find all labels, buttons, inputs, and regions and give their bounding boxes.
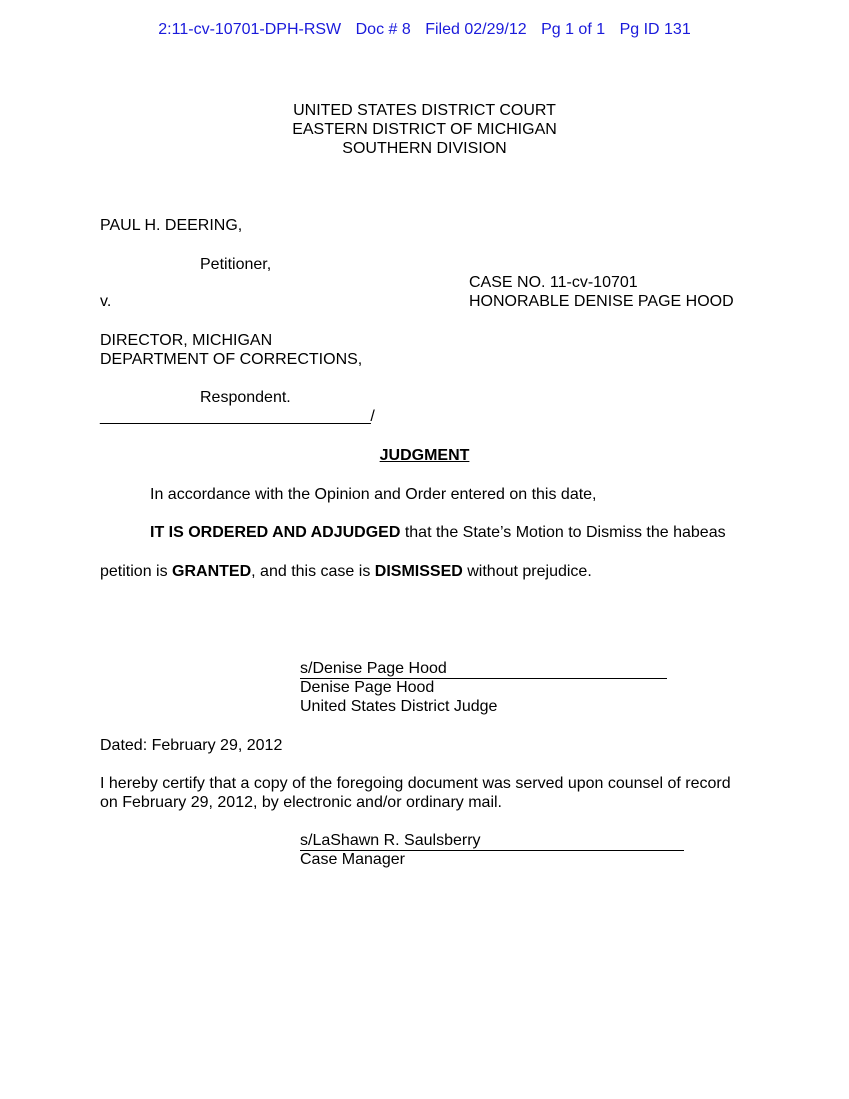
document-title-wrap — [0, 446, 849, 465]
petitioner-role: Petitioner, — [200, 256, 272, 273]
document-title: JUDGMENT — [379, 447, 470, 464]
case-id: 2:11-cv-10701-DPH-RSW — [158, 21, 342, 38]
dismissed-bold: DISMISSED — [374, 563, 463, 580]
page-id: Pg ID 131 — [619, 21, 691, 38]
ordered-rest: that the State’s Motion to Dismiss the habeas — [400, 524, 726, 541]
doc-number: Doc # 8 — [355, 21, 411, 38]
certificate-line1: I hereby certify that a copy of the foregoing document was served upon counsel of record — [100, 775, 731, 792]
case-number: CASE NO. 11-cv-10701 — [469, 274, 638, 291]
dated-line: Dated: February 29, 2012 — [100, 737, 283, 754]
judge-title: United States District Judge — [300, 698, 498, 715]
court-district: EASTERN DISTRICT OF MICHIGAN — [292, 121, 557, 138]
court-division: SOUTHERN DIVISION — [342, 140, 507, 157]
case-manager-signature: s/LaShawn R. Saulsberry — [300, 831, 684, 851]
caption-rule: ________________________________/ — [100, 408, 375, 425]
body-ordered-line — [150, 523, 726, 542]
respondent-line1: DIRECTOR, MICHIGAN — [100, 332, 273, 349]
filed-date: Filed 02/29/12 — [425, 21, 527, 38]
ordered-bold: IT IS ORDERED AND ADJUDGED — [150, 524, 401, 541]
judge-sig-wrap — [300, 659, 667, 679]
disposition-a: petition is — [100, 563, 173, 580]
disposition-c: without prejudice. — [462, 563, 592, 580]
respondent-role: Respondent. — [200, 389, 291, 406]
manager-sig-wrap — [300, 831, 684, 851]
certificate-line2: on February 29, 2012, by electronic and/or ordinary mail. — [100, 794, 502, 811]
respondent-line2: DEPARTMENT OF CORRECTIONS, — [100, 351, 363, 368]
page-count: Pg 1 of 1 — [541, 21, 606, 38]
judge-printed-name: Denise Page Hood — [300, 679, 435, 696]
case-manager-role: Case Manager — [300, 851, 405, 868]
judge-signature: s/Denise Page Hood — [300, 659, 667, 679]
disposition-b: , and this case is — [251, 563, 375, 580]
granted-bold: GRANTED — [172, 563, 252, 580]
versus: v. — [100, 293, 112, 310]
body-disposition-line — [100, 562, 592, 581]
petitioner-name: PAUL H. DEERING, — [100, 217, 243, 234]
judge-name: HONORABLE DENISE PAGE HOOD — [469, 293, 734, 310]
court-name: UNITED STATES DISTRICT COURT — [293, 102, 556, 119]
body-paragraph-1: In accordance with the Opinion and Order entered on this date, — [150, 486, 597, 503]
filing-header-stamp — [0, 20, 849, 39]
